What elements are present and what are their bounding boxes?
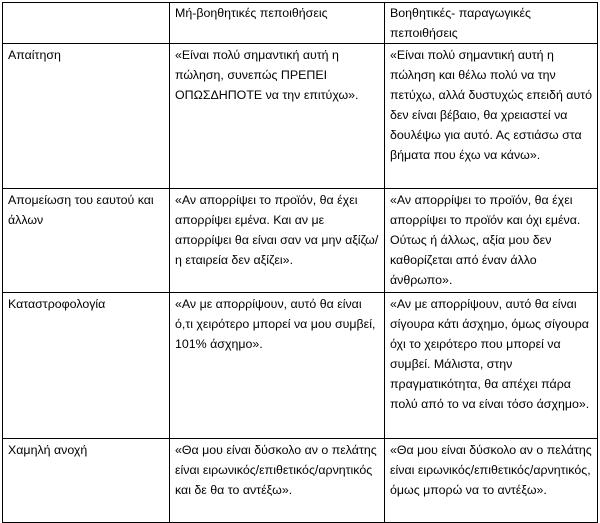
table-row [3, 439, 598, 523]
row-label: Απαίτηση [3, 44, 170, 189]
header-unhelpful-beliefs: Μή-βοηθητικές πεποιθήσεις [170, 3, 385, 44]
beliefs-table [2, 2, 598, 523]
unhelpful-belief-cell: «Θα μου είναι δύσκολο αν ο πελάτης είναι ειρωνικός/επιθετικός/αρνητικός και δε θα το αντέξω». [170, 439, 385, 523]
row-label: Απομείωση του εαυτού και άλλων [3, 189, 170, 293]
helpful-belief-cell: «Αν με απορρίψουν, αυτό θα είναι σίγουρα κάτι άσχημο, όμως σίγουρα όχι το χειρότερο που μπορεί να συμβεί. Μάλιστα, στην πραγματικότητα, θα απέχει πάρα πολύ από το να είναι τόσο άσχημο». [385, 293, 598, 439]
helpful-belief-cell: «Θα μου είναι δύσκολο αν ο πελάτης είναι ειρωνικός/επιθετικός/αρνητικός, όμως μπορώ να το αντέξω». [385, 439, 598, 523]
header-row [3, 3, 598, 44]
unhelpful-belief-cell: «Είναι πολύ σημαντική αυτή η πώληση, συνεπώς ΠΡΕΠΕΙ ΟΠΩΣΔΗΠΟΤΕ να την επιτύχω». [170, 44, 385, 189]
header-cell-empty [3, 3, 170, 44]
unhelpful-belief-cell: «Αν με απορρίψουν, αυτό θα είναι ό,τι χειρότερο μπορεί να μου συμβεί, 101% άσχημο». [170, 293, 385, 439]
table-row [3, 44, 598, 189]
row-label: Καταστροφολογία [3, 293, 170, 439]
helpful-belief-cell: «Είναι πολύ σημαντική αυτή η πώληση και θέλω πολύ να την πετύχω, αλλά δυστυχώς επειδή αυτό δεν είναι βέβαιο, θα χρειαστεί να δουλέψω για αυτό. Ας εστιάσω στα βήματα που έχω να κάνω». [385, 44, 598, 189]
table-row [3, 293, 598, 439]
header-helpful-beliefs: Βοηθητικές- παραγωγικές πεποιθήσεις [385, 3, 598, 44]
row-label: Χαμηλή ανοχή [3, 439, 170, 523]
unhelpful-belief-cell: «Αν απορρίψει το προϊόν, θα έχει απορρίψει εμένα. Και αν με απορρίψει θα είναι σαν να μην αξίζω/η εταιρεία δεν αξίζει». [170, 189, 385, 293]
helpful-belief-cell: «Αν απορρίψει το προϊόν, θα έχει απορρίψει το προϊόν και όχι εμένα. Ούτως ή άλλως, αξία μου δεν καθορίζεται από έναν άλλο άνθρωπο». [385, 189, 598, 293]
table-row [3, 189, 598, 293]
